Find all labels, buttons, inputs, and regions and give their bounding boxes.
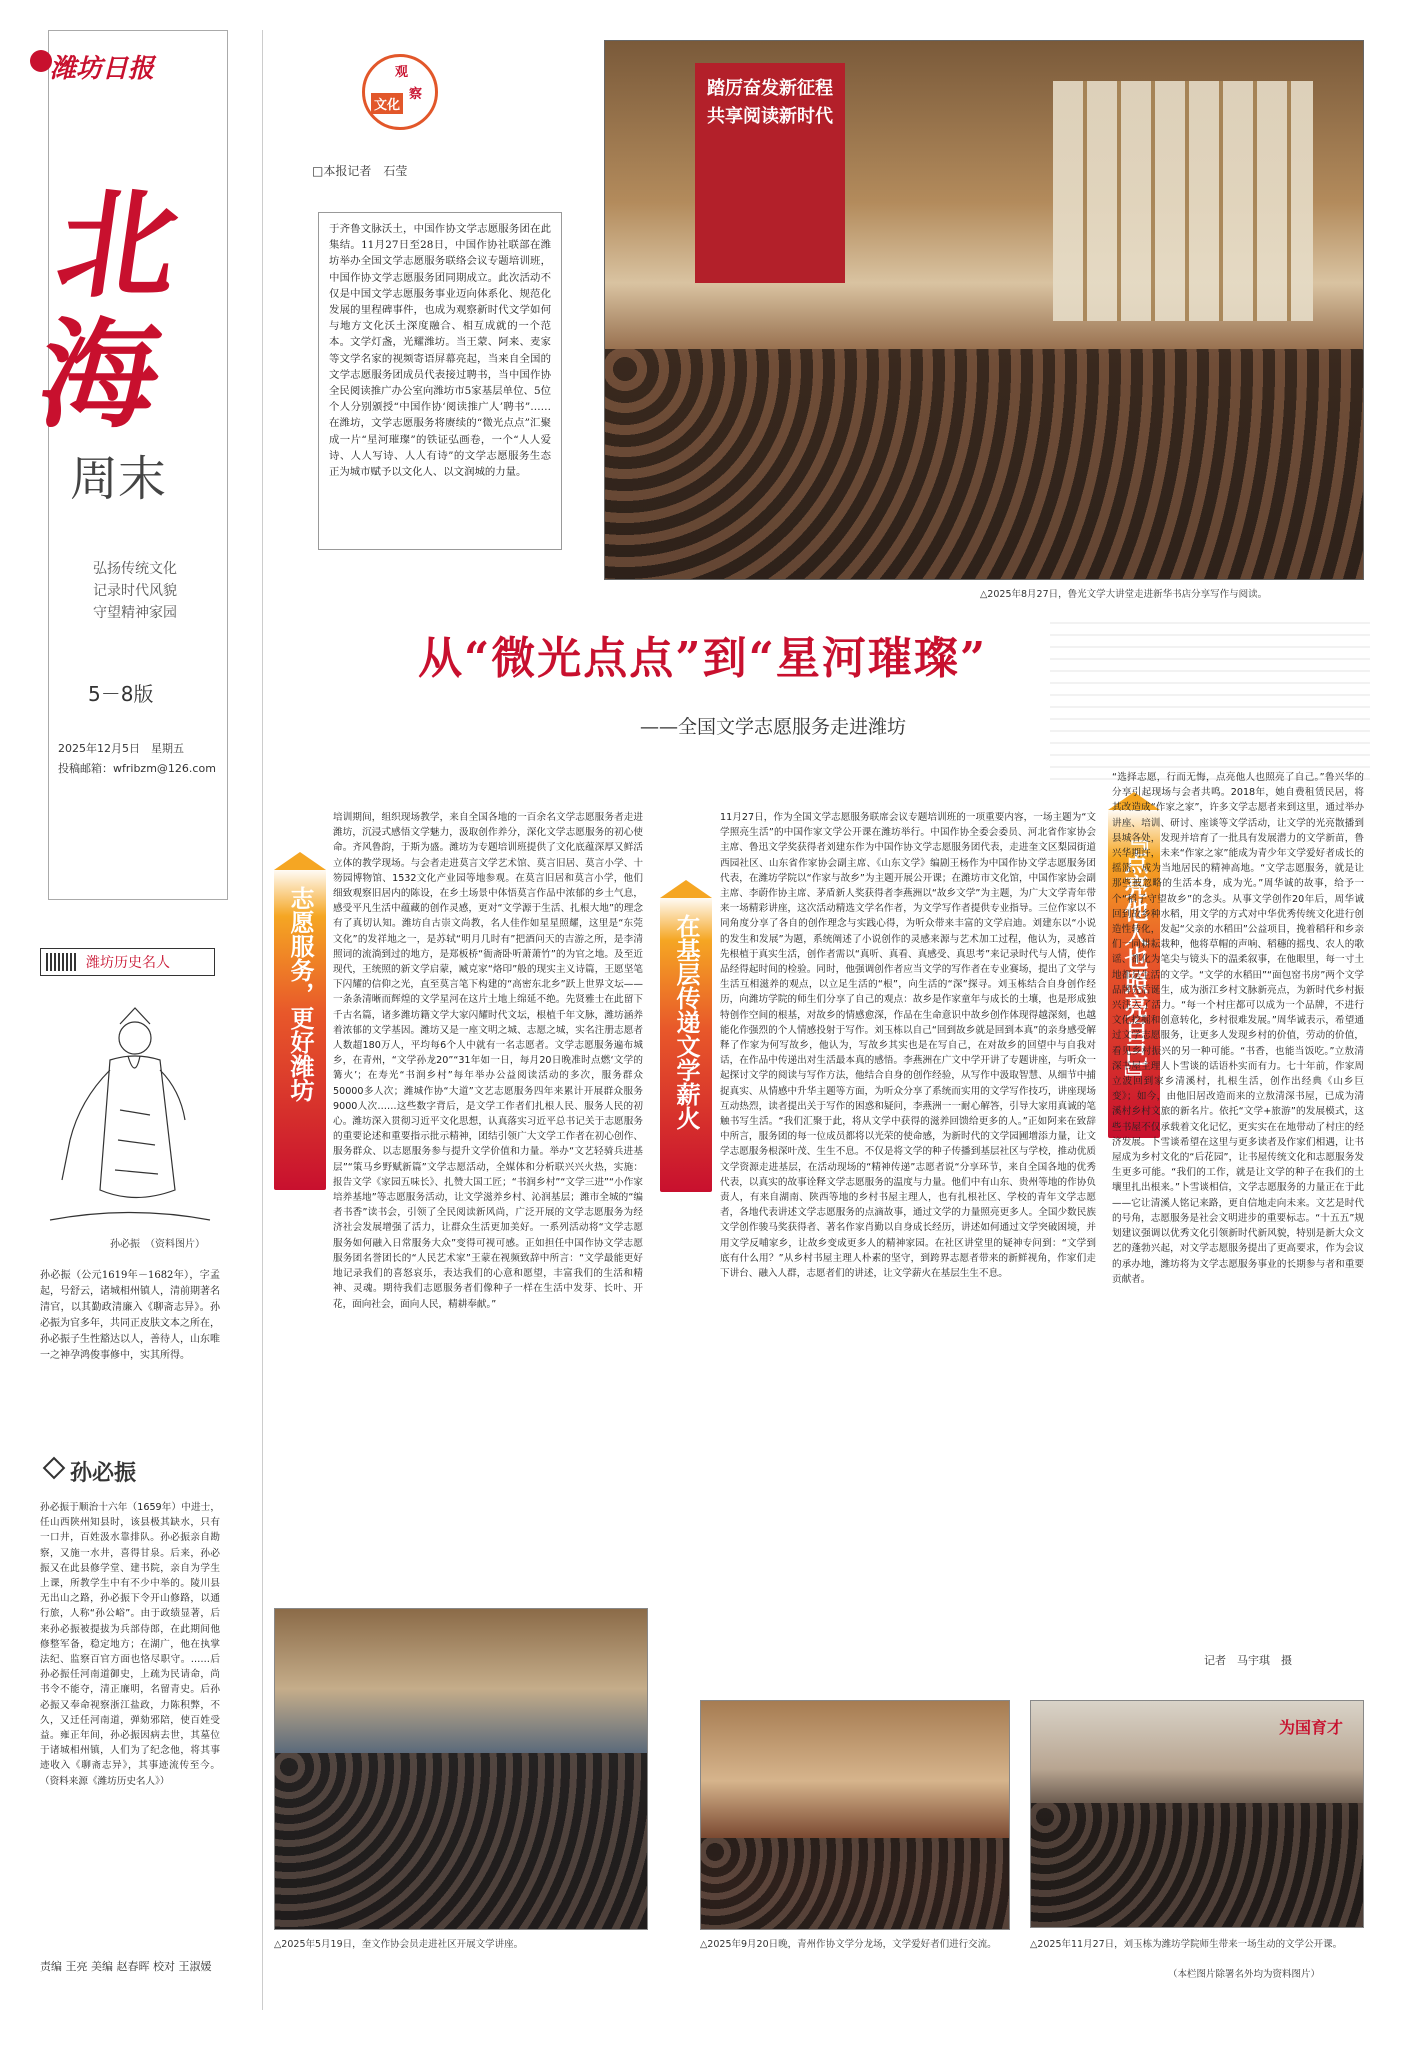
section-title: 『点亮他人也照亮自己』 — [1120, 826, 1148, 1090]
paper-name: 潍坊日报 — [50, 54, 155, 84]
main-photo-caption: △2025年8月27日，鲁光文学大讲堂走进新华书店分享写作与阅读。 — [980, 589, 1268, 600]
column-logo-char: 观 — [395, 65, 409, 80]
paper-logo-icon — [30, 50, 52, 72]
history-bio-text: 孙必振于顺治十六年（1659年）中进士，任山西陕州知县时，该县极其缺水，只有一口井，百姓汲水靠排队。孙必振亲自勘察，又施一水井，喜得甘泉。后来，孙必振又在此县修学堂、建书院，亲自为学生上课，所教学生中有不少中举的。陵川县无出山之路，孙必振下令开山修路，以通行旅，人称“孙公峪”。由于政绩显著，后来孙必振被提拔为兵部侍郎，在此期间他修整军备，稳定地方；在湖广，他在执掌法纪、监察百官方面也恪尽职守。……后孙必振任河南道御史，上疏为民请命，尚书令不能夺，清正廉明，名留青史。后孙必振又奉命视察浙江盐政，力陈积弊，不久，又迁任河南道，弹劾邪陪，使百姓受益。雍正年间，孙必振因病去世，其墓位于诸城相州镇，人们为了纪念他，将其事迹收入《聊斋志异》，其事迹流传至今。 — [40, 1502, 220, 1772]
photo-community-lecture — [274, 1608, 648, 1930]
portrait-sketch — [40, 990, 220, 1230]
article-column-1: 培训期间，组织现场教学，来自全国各地的一百余名文学志愿服务者走进潍坊，沉浸式感悟文学魅力，汲取创作养分，深化文学志愿服务的初心使命。齐风鲁韵，于斯为盛。潍坊为专题培训班提供了文化底蕴深厚又鲜活立体的教学现场。与会者走进莫言文学艺术馆、莫言旧居、莫言小学、十笏园博物馆、1532文化产业园等地参观。在莫言旧居和莫言小学，他们细致观察旧居内的陈设，在乡土场景中体悟莫言作品中浓郁的乡土气息，感受平凡生活中蕴藏的创作灵感，更对“文学源于生活、扎根大地”的理念有了真切认知。潍坊自古崇文尚教，名人佳作如星星照耀，这里是“东莞文化”的发祥地之一，是苏轼“明月几时有”把酒问天的吉游之所，是李清照词的流淌到过的地方，是郑板桥“衙斋卧听萧萧竹”的为官之地。及至近现代，王统照的新文学启蒙，臧克家“烙印”般的现实主义诗篇，王愿坚笔下闪耀的信仰之光，直至莫言笔下构建的“高密东北乡”跃上世界文坛——一条条清晰而辉煌的文学星河在这片土地上绵延不绝。先贤雅士在此留下千古名篇，诸多潍坊籍文学大家闪耀时代文坛，根植千年文脉，潍坊涵养着浓郁的文学基因。潍坊又是一座文明之城、志愿之城，实名注册志愿者人数超180万人，平均每6个人中就有一名志愿者。文学志愿服务遍布城乡，在青州，“文学孙龙20”“31年如一日，每月20日晚准时点燃‘文学的篝火’；在寿光“书润乡村”每年举办公益阅读活动的多次，服务群众50000多人次；潍城作协“大道”文艺志愿服务四年来累计开展群众服务9000人次……这些数字背后，是文学工作者们扎根人民、服务人民的初心。潍坊深入贯彻习近平文化思想，认真落实习近平总书记关于志愿服务的重要论述和重要指示批示精神，团结引领广大文学工作者在初心创作、服务群众、以志愿服务参与提升文学价值和力量。举办“文艺轻骑兵进基层”“策马乡野赋新篇”文学志愿活动，全媒体和分析联兴兴火热，实施：报告文学《家园五味长》、扎赞大国工匠；“书润乡村”“文学三进”“小作家培养基地”等志愿服务活动，让文学滋养乡村、沁润基层；潍市全城的“编者书香”读书会，引领了全民阅读新风尚，广泛开展的文学志愿服务为经济社会发展增强了活力，让群众生活更加美好。一系列活动将“文学志愿服务如何融入日常服务大众”变得可视可感。正如担任中国作协文学志愿服务团名誉团长的“人民艺术家”王蒙在视频致辞中所言：“文学最能更好地记录我们的喜怒哀乐，表达我们的心意和愿望，丰富我们的生活和精神、灵魂。期待我们志愿服务者们像种子一样在生活中发芽、长叶、开花，面向社会，面向人民，精耕奉献。” — [333, 812, 643, 1310]
reporter-signature: 记者 马宇琪 摄 — [1204, 1654, 1292, 1667]
photo-caption: △2025年9月20日晚，青州作协文学分龙场，文学爱好者们进行交流。 — [700, 1939, 997, 1950]
arrow-icon — [660, 880, 712, 898]
photo-caption: △2025年5月19日，奎文作协会员走进社区开展文学讲座。 — [274, 1939, 524, 1950]
section-title: 志愿服务，更好潍坊 — [286, 886, 314, 1102]
photo-public-class — [1030, 1700, 1364, 1928]
column-logo-badge: 文化 — [371, 93, 403, 114]
photo-caption: △2025年11月27日，刘玉栋为潍坊学院师生带来一场生动的文学公开课。 — [1030, 1939, 1343, 1950]
audience-graphic — [605, 349, 1363, 579]
slogan — [80, 558, 190, 624]
weekend-label: 周末 — [70, 451, 167, 507]
slogan-line: 弘扬传统文化 — [93, 561, 177, 577]
photo-banner: 踏厉奋发新征程 共享阅读新时代 — [695, 63, 845, 283]
section-banner — [274, 868, 326, 1190]
column-logo-char: 察 — [409, 87, 423, 102]
article-column-2: 11月27日，作为全国文学志愿服务联席会议专题培训班的一项重要内容，一场主题为“文学照亮生活”的中国作家文学公开课在潍坊举行。中国作协全委会委员、河北省作家协会主席、鲁迅文学奖获得者刘建东作为中国作协文学志愿服务团代表，走进奎文区梨园街道西园社区、山东省作家协会副主席、《山东文学》编剧王杨作为中国作协文学志愿服务团代表，在潍坊学院以“作家与故乡”为主题开展公开课；在潍坊市文化馆，中国作家协会副主席、李蔚作协主席、茅盾新人奖获得者李燕洲以“故乡文学”为主题，为广大文学青年带来一场精彩讲座，这次活动精选文学名作者，为文学写作者提供专业指导。三位作家以不同角度分享了各自的创作理念与实践心得，为听众带来丰富的文学启迪。刘建东以“小说的发生和发展”为题，系统阐述了小说创作的灵感来源与艺术加工过程，他认为，灵感首先根植于真实生活，创作者需以“真听、真看、真感受、真思考”来记录时代与人情，使作品经得起时间的检验。同时，他强调创作者应当文学的写作者在专业赛场，提出了文学与生活互相滋养的观点，以立足生活的“根”，向生活的“深”探寻。刘玉栋结合自身创作经历，向潍坊学院的师生们分享了自己的观点：故乡是作家童年与成长的土壤，也是形成独特创作空间的根基，对故乡的情感愈深，作品在生命意识中故乡创作体现得越深刻，也越能化作强烈的个人情感投射于写作。刘玉栋以自己“回到故乡就是回到本真”的亲身感受解释了作家为何写故乡，他认为，写故乡其实也是在写自己，在对故乡的回望中与自我对话，在作品中传递出对生活最本真的感悟。李燕洲在广文中学开讲了专题讲座，与听众一起探讨文学的阅读与写作方法，他结合自身的创作经验，从写作中汲取智慧、从细节中捕捉真实、从情感中升华主题等方面，为听众分享了系统而实用的文学写作技巧，讲座现场互动热烈，读者提出关于写作的困惑和疑问，李燕洲一一耐心解答，引导大家用真诚的笔触书写生活。“我们汇聚于此，将从文学中获得的滋养回馈给更多的人。”正如阿来在致辞中所言，服务团的每一位成员都将以光荣的使命感，为新时代的文学园圃增添力量，让文学志愿服务根深叶茂、生生不息。不仅是将文学的种子传播到基层社区与学校，推动优质文学资源走进基层，在活动现场的“精神传递”志愿者说“分享环节，来自全国各地的优秀代表，以真实的故事诠释文学志愿服务的温度与力量。他们中有山东、贵州等地的作协负责人，有来自湖南、陕西等地的乡村书屋主理人，也有扎根社区、学校的青年文学志愿者，各地代表讲述文学志愿服务的点滴故事，通过文学的力量照亮更多人。全国少数民族文学创作骏马奖获得者、著名作家肖勤以自身成长经历，讲述如何通过文学突破困境，并用文学反哺家乡，让故乡变成更多人的精神家园。在社区讲堂里的疑神专问到：“文学到底有什么用？”从乡村书屋主理人朴素的坚守，到跨界志愿者带来的新鲜视角，作家们走下讲台、融入人群，志愿者们的讲述，让文学薪火在基层生生不息。 — [720, 812, 1096, 1280]
byline: □本报记者 石莹 — [312, 164, 408, 178]
photo-note: （本栏图片除署名外均为资料图片） — [1168, 1969, 1321, 1980]
headline: 从“微光点点”到“星河璀璨” — [418, 633, 988, 684]
history-column-tag: 潍坊历史名人 — [86, 955, 170, 971]
arrow-icon — [274, 852, 326, 870]
main-photo — [604, 40, 1364, 580]
slogan-line: 记录时代风貌 — [93, 583, 177, 599]
photo-writers-exchange — [700, 1700, 1010, 1930]
barcode-icon — [46, 953, 78, 971]
section-title: 北海 — [31, 175, 187, 444]
section-title: 在基层传递文学薪火 — [672, 914, 700, 1130]
history-intro: 孙必振（公元1619年－1682年），字孟起，号舒云，诸城相州镇人，清前期著名清官，以其勤政清廉入《聊斋志异》。孙必振为官多年，共同正皮肤文本之所在，孙必振子生性豁达以人，善待人，山东唯一之神孕鸿俊事修中，实其所得。 — [40, 1270, 220, 1361]
publication-date: 2025年12月5日 星期五 — [58, 742, 184, 755]
bookshelf-graphic — [1053, 81, 1313, 321]
history-name: 孙必振 — [70, 1461, 137, 1486]
column-logo — [362, 54, 438, 130]
history-bio — [40, 1500, 220, 1970]
edition-label: 5－8版 — [88, 682, 154, 706]
background-pattern — [1050, 620, 1370, 780]
intro-box: 于齐鲁文脉沃土，中国作协文学志愿服务团在此集结。11月27日至28日，中国作协社联部在潍坊举办全国文学志愿服务联络会议专题培训班，中国作协文学志愿服务团同期成立。此次活动不仅是中国文学志愿服务事业迈向体系化、规范化发展的里程碑事件，也成为观察新时代文学如何与地方文化沃土深度融合、相互成就的一个范本。文学灯盏，光耀潍坊。当王蒙、阿来、麦家等文学名家的视频寄语屏幕亮起，当来自全国的文学志愿服务团成员代表接过聘书，当中国作协全民阅读推广办公室向潍坊市5家基层单位、5位个人分别颁授“中国作协‘阅读推广人’聘书”……在潍坊，文学志愿服务将赓续的“微光点点”汇聚成一片“星河璀璨”的铁证弘画卷，一个“人人爱诗、人人写诗、人人有诗”的文学志愿服务生态正为城市赋予以文化人、以文润城的力量。 — [318, 212, 562, 550]
history-source: （资料来源《潍坊历史名人》） — [40, 1775, 170, 1787]
subheadline: ——全国文学志愿服务走进潍坊 — [640, 716, 907, 738]
slogan-line: 守望精神家园 — [93, 605, 177, 621]
portrait-caption: 孙必振 （资料图片） — [110, 1239, 205, 1250]
audience-graphic — [1031, 1803, 1363, 1927]
footer-credit: 责编 王亮 美编 赵春晖 校对 王淑媛 — [40, 1960, 212, 1973]
audience-graphic — [275, 1753, 647, 1929]
wall-sign: 为国育才 — [1278, 1718, 1343, 1737]
section-banner — [660, 896, 712, 1192]
diamond-bullet-icon — [43, 1457, 66, 1480]
submission-email: 投稿邮箱：wfribzm@126.com — [58, 762, 216, 775]
column-divider — [262, 30, 263, 2010]
audience-graphic — [701, 1838, 1009, 1929]
article-column-3: “选择志愿，行而无悔，点亮他人也照亮了自己。”鲁兴华的分享引起现场与会者共鸣。2018年，她自费租赁民居，将其改造成“作家之家”，许多文学志愿者来到这里，通过举办讲座、培训、研讨、座谈等文学活动，让文学的光亮散播到县城各处，发现并培育了一批具有发展潜力的文学新苗，鲁兴华期许，未来“作家之家”能成为青少年文学爱好者成长的摇篮，成为当地居民的精神高地。“文学志愿服务，就是让那些被忽略的生活本身，成为光。”周华诚的故事，给予一个“稻子守望故乡”的念头。从事文学创作20年后，周华诚回到故乡种水稻，用文学的方式对中华优秀传统文化进行创造性转化，发起“父亲的水稻田”公益项目，挽着稻秆和乡亲们一同耕耘栽种，他将草帽的声响、稻穗的摇曳、农人的歌谣、都化为笔尖与镜头下的温柔叙事，在他眼里，每一寸土地都是生活的文学。“文学的水稻田”“面包窑书房”两个文学品牌先后诞生，成为浙江乡村文脉新亮点，为新时代乡村振兴注入了活力。“每一个村庄都可以成为一个品牌，不进行文化挖掘和创意转化，乡村很难发展。”周华诚表示，希望通过文学志愿服务，让更多人发现乡村的价值，劳动的价值，看见乡村振兴的另一种可能。“书香，也能当饭吃。”立敖清深书屋主理人卜雪谈的话语朴实而有力。七十年前，作家周立波回到家乡清溪村，扎根生活，创作出经典《山乡巨变》；如今，由他旧居改造而来的立敖清深书屋，已成为清溪村乡村文旅的新名片。依托“文学+旅游”的发展模式，这些书屋不仅承载着文化记忆，更实实在在地带动了村庄的经济发展。卜雪谈希望在这里与更多读者及作家们相遇，让书屋成为乡村文化的“后花园”，让书屋传统文化和志愿服务发生更多可能。“我们的工作，就是让文学的种子在我们的土壤里扎出根来。”卜雪谈相信，文学志愿服务的力量正在于此——它让清溪人铭记来路，更自信地走向未来。文艺是时代的号角，志愿服务是社会文明进步的重要标志。“十五五”规划建议强调以优秀文化引领新时代新风貌，特别是新大众文艺的蓬勃兴起，对文学志愿服务提出了更高要求，作为会议的承办地，潍坊将为文学志愿服务事业的长期参与者和重要贡献者。 — [1112, 772, 1364, 1285]
